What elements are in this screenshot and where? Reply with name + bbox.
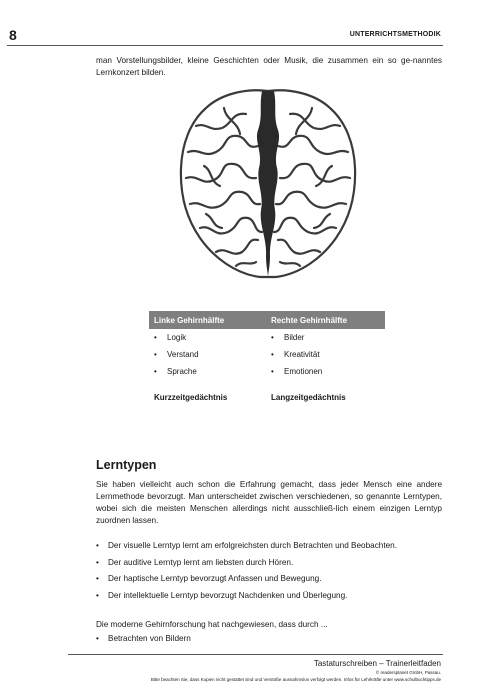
list-item: • Der intellektuelle Lerntyp bevorzugt Nachdenken und Überlegung. bbox=[96, 590, 348, 600]
hemisphere-table bbox=[149, 311, 385, 402]
table-row: • Verstand • Kreativität bbox=[154, 350, 320, 359]
page-number: 8 bbox=[9, 27, 17, 43]
list-item: • Der visuelle Lerntyp lernt am erfolgreichsten durch Betrachten und Beobachten. bbox=[96, 541, 398, 550]
list-item: • Der haptische Lerntyp bevorzugt Anfassen und Bewegung. bbox=[96, 574, 322, 583]
right-memory-label: Langzeitgedächtnis bbox=[271, 393, 346, 402]
list-item: • Der auditive Lerntyp lernt am liebsten durch Hören. bbox=[96, 557, 294, 567]
brain-illustration bbox=[176, 86, 360, 282]
footer-title: Tastaturschreiben – Trainerleitfaden bbox=[313, 659, 441, 668]
left-item: Sprache bbox=[167, 367, 197, 376]
left-hemisphere-title: Linke Gehirnhälfte bbox=[154, 315, 225, 325]
right-item: Emotionen bbox=[284, 367, 323, 376]
table-row: • Sprache • Emotionen bbox=[154, 367, 323, 376]
hemisphere-table-header bbox=[149, 311, 385, 329]
list-item: • Betrachten von Bildern bbox=[96, 634, 191, 643]
footer-note: Bitte beachten Sie, dass Kopien nicht gestattet sind und Verstöße ausnahmslos verfolgt werden. Infos für Lehrkräfte unter www.schulbuchtipps.de bbox=[150, 677, 441, 682]
footer-rule bbox=[68, 654, 443, 655]
left-memory-label: Kurzzeitgedächtnis bbox=[154, 393, 228, 402]
left-item: Verstand bbox=[167, 350, 199, 359]
left-item: Logik bbox=[167, 333, 187, 342]
section-heading: Lerntypen bbox=[96, 458, 157, 472]
table-row: • Logik • Bilder bbox=[154, 333, 305, 342]
memory-row bbox=[149, 393, 385, 402]
section-header: UNTERRICHTSMETHODIK bbox=[349, 31, 441, 38]
section-paragraph: Sie haben vielleicht auch schon die Erfahrung gemacht, dass jeder Mensch eine andere Lernmethode bevorzugt. Man unterscheidet zwischen verschiedenen, so genannte Lerntypen, wobei sich die meisten Menschen allerdings nicht ausschließ-lich einem einzigen Lerntyp zuordnen lassen. bbox=[96, 480, 442, 525]
research-list bbox=[96, 634, 191, 643]
footer-copyright: © readersplanet GmbH, Passau. bbox=[375, 670, 441, 675]
research-paragraph: Die moderne Gehirnforschung hat nachgewiesen, dass durch ... bbox=[96, 620, 328, 629]
intro-paragraph: man Vorstellungsbilder, kleine Geschichten oder Musik, die zusammen ein so ge-nanntes Lernkonzert bilden. bbox=[96, 56, 442, 77]
header-rule bbox=[7, 45, 443, 46]
right-item: Bilder bbox=[284, 333, 305, 342]
learner-type-list bbox=[96, 541, 446, 607]
right-hemisphere-title: Rechte Gehirnhälfte bbox=[271, 315, 348, 325]
right-item: Kreativität bbox=[284, 350, 320, 359]
